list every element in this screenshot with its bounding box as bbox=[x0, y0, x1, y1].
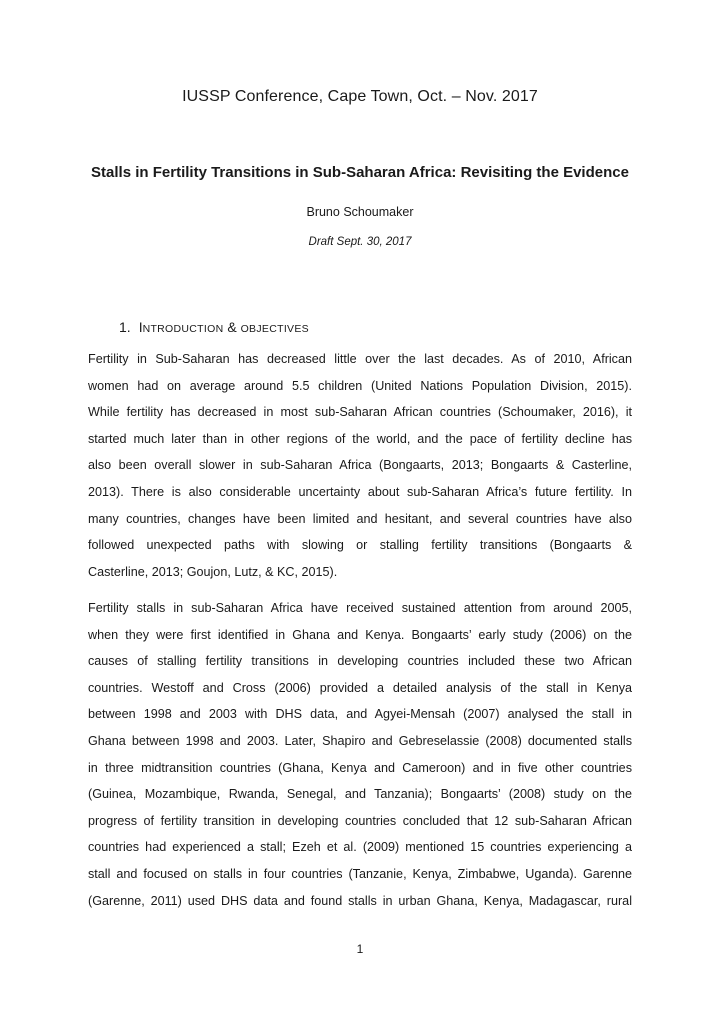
section-heading-part1: NTRODUCTION bbox=[142, 323, 224, 335]
paragraph-1 bbox=[88, 346, 632, 585]
author-name: Bruno Schoumaker bbox=[306, 205, 414, 219]
paragraph-line: women had on average around 5.5 children (United Nations Population Division, 2015). bbox=[88, 378, 632, 393]
paragraph-line: countries had experienced a stall; Ezeh et al. (2009) mentioned 15 countries experiencing a bbox=[88, 840, 632, 855]
paper-title: Stalls in Fertility Transitions in Sub-Saharan Africa: Revisiting the Evidence bbox=[91, 164, 629, 181]
paragraph-line: While fertility has decreased in most sub-Saharan African countries (Schoumaker, 2016), it bbox=[88, 405, 632, 420]
paragraph-line: (Garenne, 2011) used DHS data and found stalls in urban Ghana, Kenya, Madagascar, rural bbox=[88, 893, 632, 908]
paragraph-line: between 1998 and 2003 with DHS data, and Agyei-Mensah (2007) analysed the stall in bbox=[88, 707, 632, 722]
paragraph-line: Fertility stalls in sub-Saharan Africa have received sustained attention from around 2005, bbox=[88, 601, 632, 615]
paragraph-line: Ghana between 1998 and 2003. Later, Shapiro and Gebreselassie (2008) documented stalls bbox=[88, 733, 632, 748]
paragraph-line: countries. Westoff and Cross (2006) provided a detailed analysis of the stall in Kenya bbox=[88, 680, 632, 695]
paragraph-line: in three midtransition countries (Ghana, Kenya and Cameroon) and in five other countries bbox=[88, 760, 632, 775]
section-heading-part2: OBJECTIVES bbox=[240, 323, 309, 335]
paragraph-line: 2013). There is also considerable uncertainty about sub-Saharan Africa’s future fertility. In bbox=[88, 484, 632, 499]
paragraph-line: Casterline, 2013; Goujon, Lutz, & KC, 2015). bbox=[88, 564, 338, 579]
paragraph-line: causes of stalling fertility transitions in developing countries included these two African bbox=[88, 654, 632, 669]
paragraph-line: (Guinea, Mozambique, Rwanda, Senegal, and Tanzania); Bongaarts’ (2008) study on the bbox=[88, 787, 632, 802]
paragraph-line: started much later than in other regions of the world, and the pace of fertility decline has bbox=[88, 431, 632, 446]
paragraph-line: Fertility in Sub-Saharan has decreased little over the last decades. As of 2010, African bbox=[88, 352, 632, 366]
page-number: 1 bbox=[356, 942, 364, 956]
section-number: 1. bbox=[119, 319, 131, 335]
section-heading-initial: I bbox=[138, 319, 143, 335]
paragraph-line: stall and focused on stalls in four countries (Tanzanie, Kenya, Zimbabwe, Uganda). Garenne bbox=[88, 866, 632, 881]
section-heading bbox=[119, 319, 309, 335]
draft-date: Draft Sept. 30, 2017 bbox=[308, 236, 412, 248]
paragraph-line: also been overall slower in sub-Saharan Africa (Bongaarts, 2013; Bongaarts & Casterline, bbox=[88, 458, 632, 473]
section-heading-ampersand: & bbox=[223, 319, 241, 335]
paragraph-line: when they were first identified in Ghana and Kenya. Bongaarts’ early study (2006) on the bbox=[88, 627, 632, 642]
paragraph-line: followed unexpected paths with slowing or stalling fertility transitions (Bongaarts & bbox=[88, 538, 632, 553]
paragraph-line: progress of fertility transition in developing countries concluded that 12 sub-Saharan African bbox=[88, 813, 632, 828]
paragraph-line: many countries, changes have been limited and hesitant, and several countries have also bbox=[88, 511, 632, 526]
conference-title: IUSSP Conference, Cape Town, Oct. – Nov. 2017 bbox=[182, 88, 538, 105]
paragraph-2 bbox=[88, 595, 632, 914]
